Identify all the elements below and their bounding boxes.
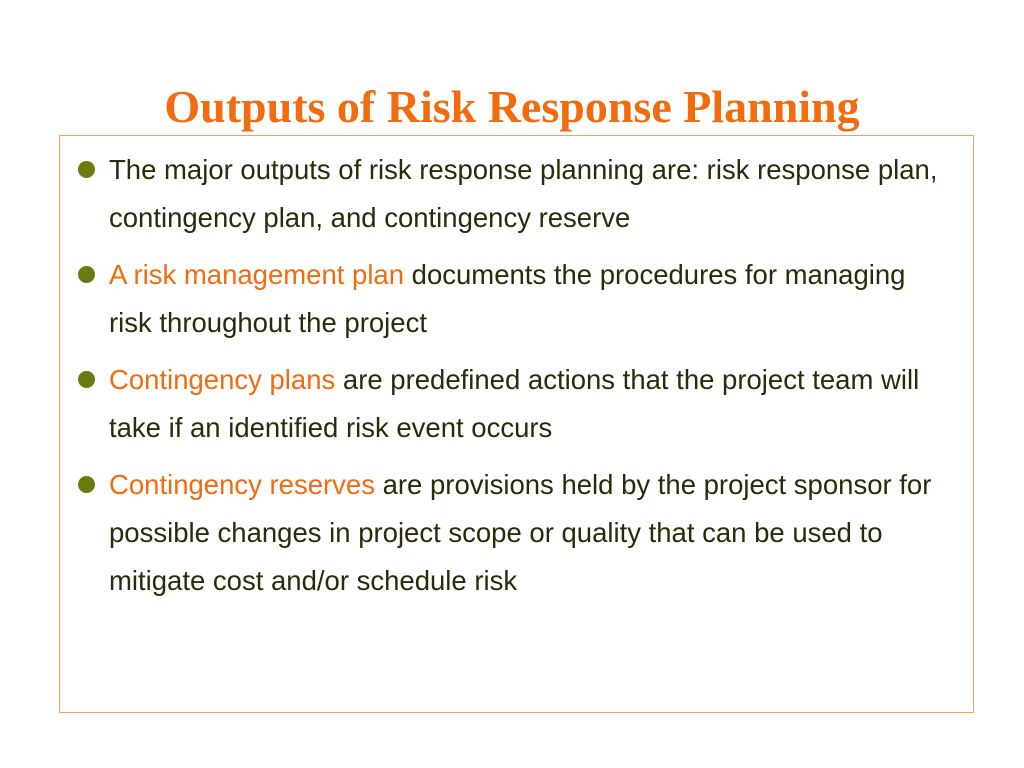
bullet-dot-icon bbox=[78, 161, 95, 178]
bullet-highlight: A risk management plan bbox=[109, 259, 405, 290]
bullet-dot-icon bbox=[78, 476, 95, 493]
bullet-item-4 bbox=[74, 461, 954, 605]
bullet-text: are provisions held by the project sponsor for possible changes in project scope or quality that can be used to mitigate cost and/or schedule risk bbox=[109, 469, 932, 596]
bullet-text: are predefined actions that the project team will take if an identified risk event occurs bbox=[109, 364, 920, 443]
content-box bbox=[59, 135, 974, 713]
bullet-dot-icon bbox=[78, 266, 95, 283]
bullet-text: documents the procedures for managing risk throughout the project bbox=[109, 259, 906, 338]
bullet-list bbox=[74, 146, 954, 614]
bullet-highlight: Contingency reserves bbox=[109, 469, 375, 500]
bullet-item-3 bbox=[74, 356, 954, 452]
bullet-item-2 bbox=[74, 251, 954, 347]
slide-title: Outputs of Risk Response Planning bbox=[164, 80, 860, 132]
bullet-dot-icon bbox=[78, 371, 95, 388]
bullet-highlight: Contingency plans bbox=[109, 364, 336, 395]
bullet-item-1 bbox=[74, 146, 954, 242]
bullet-text: The major outputs of risk response planning are: risk response plan, contingency plan, and contingency reserve bbox=[109, 154, 938, 233]
